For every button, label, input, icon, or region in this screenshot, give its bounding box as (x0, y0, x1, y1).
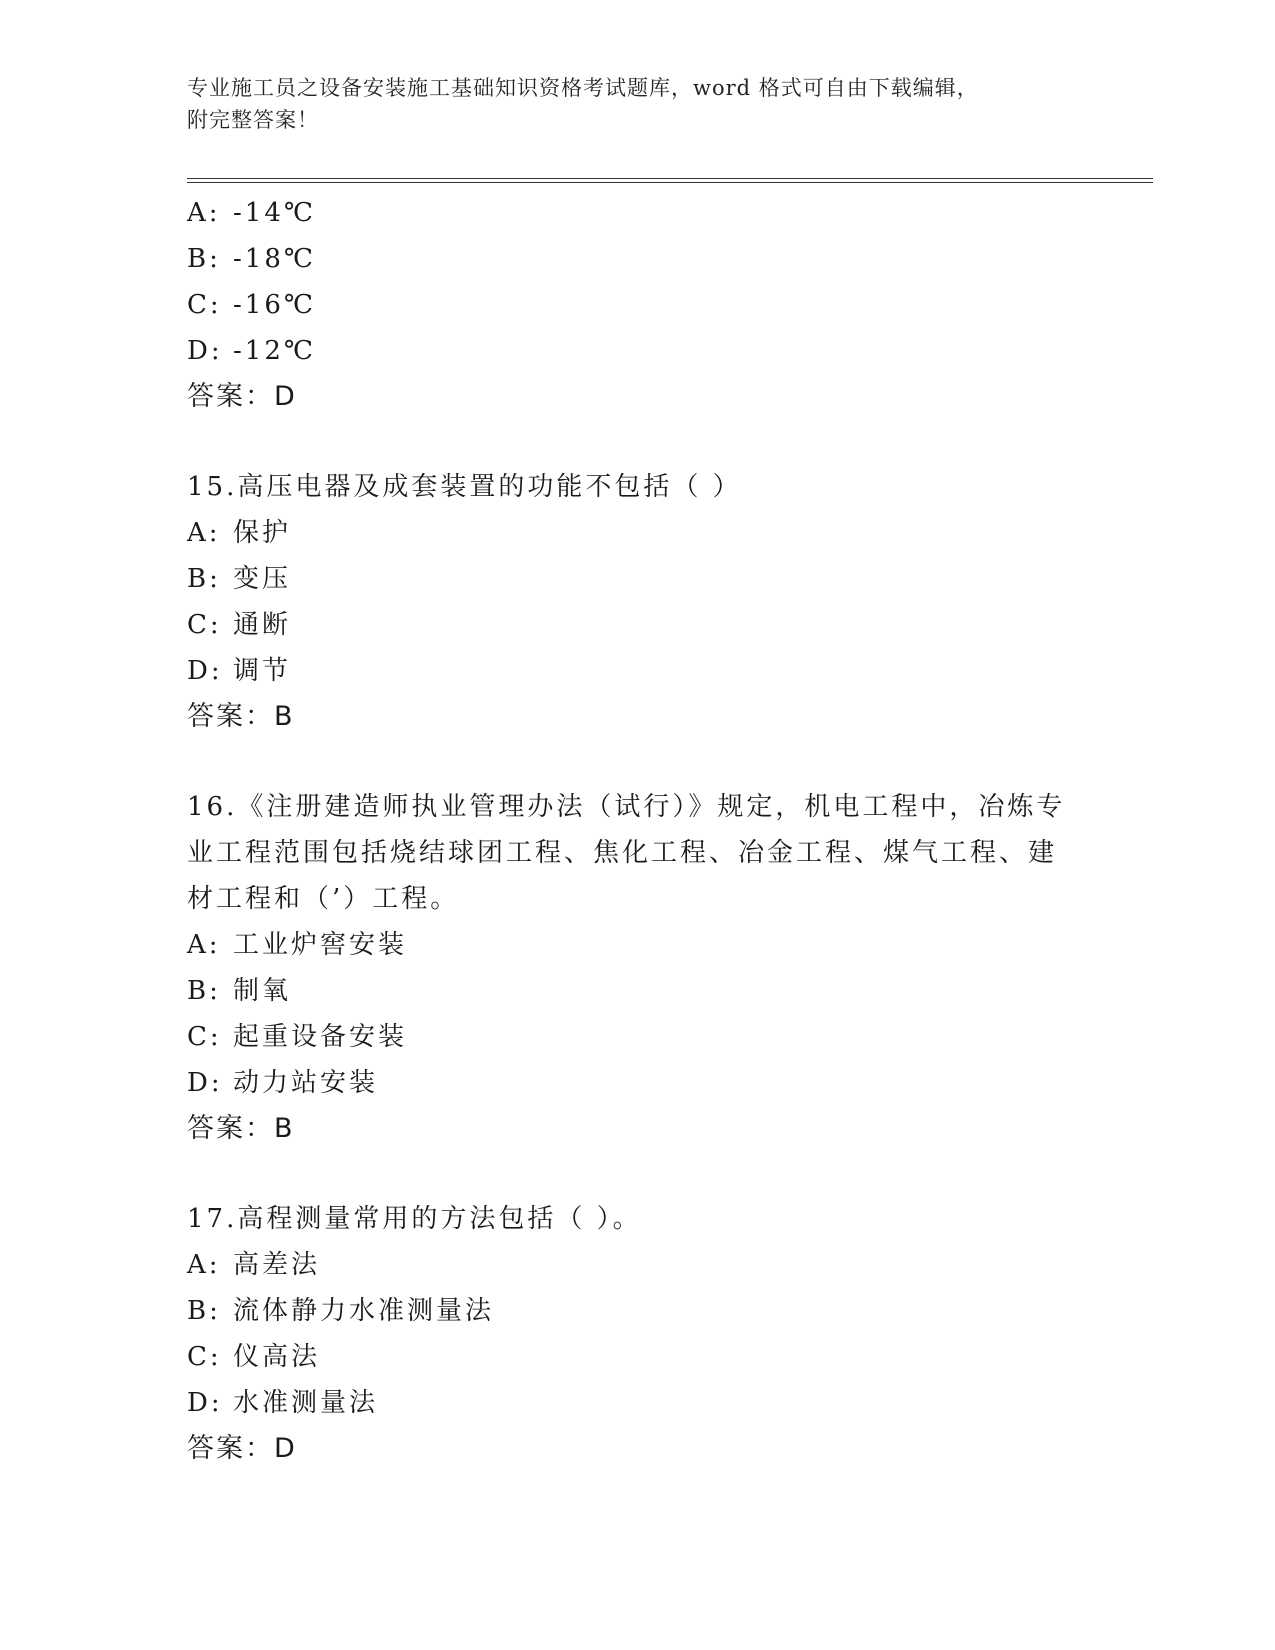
option-a: A: 工业炉窖安装 (187, 930, 408, 960)
question-15 (187, 464, 1087, 740)
option-a: A: 高差法 (187, 1250, 321, 1280)
header-line-1: 专业施工员之设备安装施工基础知识资格考试题库，word 格式可自由下载编辑， (187, 76, 979, 100)
question-stem: 17.高程测量常用的方法包括（ ）。 (187, 1204, 642, 1234)
option-b: B: 流体静力水准测量法 (187, 1296, 495, 1326)
header-divider (187, 178, 1153, 183)
question-stem-line-3: 材工程和（’）工程。 (187, 884, 460, 914)
option-a: A: 保护 (187, 518, 292, 548)
document-body (187, 190, 1087, 1472)
page-header (187, 72, 1087, 136)
option-d: D: 动力站安装 (187, 1068, 379, 1098)
option-d: D: 调节 (187, 656, 292, 686)
answer: 答案：B (187, 701, 295, 732)
option-b: B: 变压 (187, 564, 292, 594)
question-17 (187, 1196, 1087, 1472)
option-d: D: 水准测量法 (187, 1388, 379, 1418)
option-c: C: 起重设备安装 (187, 1022, 408, 1052)
answer: 答案：D (187, 381, 297, 412)
question-stem-line-1: 16.《注册建造师执业管理办法（试行）》规定，机电工程中，冶炼专 (187, 792, 1066, 822)
question-14 (187, 190, 1087, 420)
option-b: B: -18℃ (187, 244, 316, 274)
header-line-2: 附完整答案！ (187, 108, 319, 132)
question-stem-line-2: 业工程范围包括烧结球团工程、焦化工程、冶金工程、煤气工程、建 (187, 838, 1058, 868)
question-16 (187, 784, 1087, 1152)
option-c: C: 仪高法 (187, 1342, 321, 1372)
option-c: C: 通断 (187, 610, 292, 640)
answer: 答案：B (187, 1113, 295, 1144)
option-b: B: 制氧 (187, 976, 292, 1006)
option-c: C: -16℃ (187, 290, 316, 320)
answer: 答案：D (187, 1433, 297, 1464)
option-a: A: -14℃ (187, 198, 316, 228)
question-stem: 15.高压电器及成套装置的功能不包括（ ） (187, 472, 742, 502)
option-d: D: -12℃ (187, 336, 316, 366)
